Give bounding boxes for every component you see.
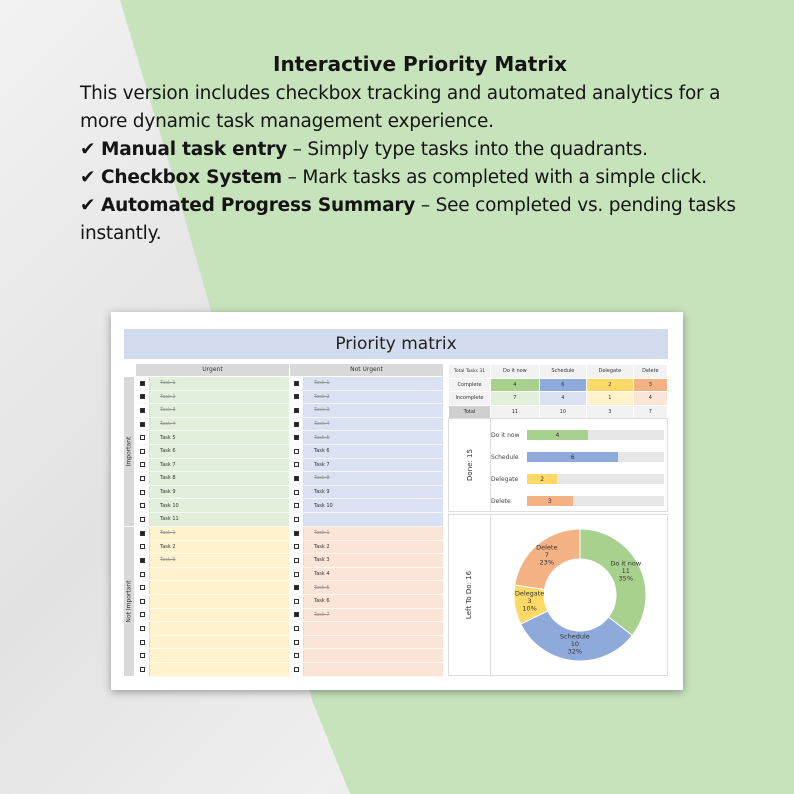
checkbox-cell xyxy=(136,636,150,649)
task-row xyxy=(136,445,289,459)
task-row xyxy=(290,472,443,486)
task-checkbox[interactable] xyxy=(140,640,145,645)
task-row xyxy=(136,595,289,609)
task-row xyxy=(136,459,289,473)
task-checkbox[interactable] xyxy=(140,408,145,413)
task-input[interactable]: Task 7 xyxy=(160,461,176,468)
task-input[interactable]: Task 10 xyxy=(160,502,179,509)
row-header-important: Important xyxy=(124,377,134,526)
checkbox-cell xyxy=(136,527,150,540)
feature-desc: – Simply type tasks into the quadrants. xyxy=(286,139,648,160)
task-row xyxy=(290,636,443,650)
task-input[interactable]: Task 3 xyxy=(160,407,176,414)
checkbox-cell xyxy=(290,595,304,608)
task-checkbox[interactable] xyxy=(140,599,145,604)
task-row xyxy=(290,663,443,677)
stats-cell: 7 xyxy=(491,392,540,406)
task-row xyxy=(136,568,289,582)
quadrant-schedule xyxy=(290,377,443,527)
task-row xyxy=(136,636,289,650)
checkbox-cell xyxy=(136,595,150,608)
checkbox-cell xyxy=(136,418,150,431)
done-bar-row xyxy=(491,474,664,484)
checkbox-cell xyxy=(290,554,304,567)
task-input[interactable]: Task 3 xyxy=(314,407,330,414)
hero-title: Interactive Priority Matrix xyxy=(273,52,567,76)
done-bar-row xyxy=(491,452,664,462)
task-row xyxy=(290,581,443,595)
checkbox-cell xyxy=(290,445,304,458)
checkbox-cell xyxy=(290,527,304,540)
checkbox-cell xyxy=(136,445,150,458)
donut-label-name: Delete xyxy=(536,543,558,552)
task-checkbox[interactable] xyxy=(140,612,145,617)
task-row xyxy=(290,431,443,445)
checkbox-cell xyxy=(290,609,304,622)
task-checkbox[interactable] xyxy=(140,490,145,495)
task-row xyxy=(290,622,443,636)
stats-cell: 4 xyxy=(491,378,540,392)
stats-col-header: Delete xyxy=(633,365,667,379)
feature-name: Checkbox System xyxy=(101,167,282,188)
task-input[interactable]: Task 4 xyxy=(314,571,330,578)
check-icon: ✔ xyxy=(80,139,96,160)
checkbox-cell xyxy=(290,622,304,635)
checkbox-cell xyxy=(136,663,150,676)
checkbox-cell xyxy=(290,472,304,485)
task-checkbox[interactable] xyxy=(294,381,299,386)
checkbox-cell xyxy=(290,418,304,431)
bar-fill: 4 xyxy=(527,430,588,440)
task-input[interactable]: Task 6 xyxy=(314,448,330,455)
task-input[interactable]: Task 1 xyxy=(160,380,176,387)
checkbox-cell xyxy=(136,649,150,662)
task-row xyxy=(290,391,443,405)
task-checkbox[interactable] xyxy=(140,381,145,386)
task-checkbox[interactable] xyxy=(294,599,299,604)
hero-intro: This version includes checkbox tracking and automated analytics for a more dynamic task management experience. xyxy=(80,83,721,132)
task-row xyxy=(290,513,443,527)
task-checkbox[interactable] xyxy=(140,653,145,658)
donut-label-pct: 35% xyxy=(618,574,634,583)
donut-label-name: Do it now xyxy=(610,559,642,568)
stats-cell: 10 xyxy=(539,405,586,419)
task-row xyxy=(136,581,289,595)
hero-text xyxy=(80,52,760,248)
feature-checkbox xyxy=(80,164,760,192)
checkbox-cell xyxy=(290,568,304,581)
checkbox-cell xyxy=(136,499,150,512)
checkbox-cell xyxy=(290,431,304,444)
task-checkbox[interactable] xyxy=(140,544,145,549)
checkbox-cell xyxy=(136,541,150,554)
left-todo-label: Left To Do: 16 xyxy=(449,515,491,675)
donut-label-value: 7 xyxy=(544,550,549,559)
task-checkbox[interactable] xyxy=(294,585,299,590)
stats-cell: 4 xyxy=(539,392,586,406)
bar-track xyxy=(527,430,664,440)
task-checkbox[interactable] xyxy=(140,626,145,631)
task-row xyxy=(136,663,289,677)
checkbox-cell xyxy=(290,459,304,472)
task-row xyxy=(136,418,289,432)
task-input[interactable]: Task 5 xyxy=(314,584,330,591)
task-checkbox[interactable] xyxy=(294,408,299,413)
quadrant-do-it-now xyxy=(136,377,289,527)
checkbox-cell xyxy=(136,472,150,485)
stats-row-label: Total xyxy=(449,405,491,419)
task-row xyxy=(136,499,289,513)
checkbox-cell xyxy=(290,391,304,404)
donut-label-pct: 10% xyxy=(522,604,537,613)
donut-slice xyxy=(580,529,646,635)
stats-cell: 4 xyxy=(633,392,667,406)
stats-col-header: Schedule xyxy=(539,365,586,379)
stats-cell: 6 xyxy=(539,378,586,392)
task-row xyxy=(290,568,443,582)
checkbox-cell xyxy=(136,486,150,499)
task-input[interactable]: Task 3 xyxy=(314,557,330,564)
stats-cell: 1 xyxy=(587,392,634,406)
checkbox-cell xyxy=(290,649,304,662)
feature-progress xyxy=(80,192,760,248)
task-input[interactable]: Task 3 xyxy=(160,557,176,564)
task-input[interactable]: Task 1 xyxy=(160,530,176,537)
donut-label-pct: 32% xyxy=(567,647,583,656)
task-row xyxy=(290,527,443,541)
task-row xyxy=(290,541,443,555)
task-checkbox[interactable] xyxy=(294,640,299,645)
task-input[interactable]: Task 8 xyxy=(314,475,330,482)
task-input[interactable]: Task 6 xyxy=(160,448,176,455)
task-checkbox[interactable] xyxy=(294,531,299,536)
task-checkbox[interactable] xyxy=(294,558,299,563)
checkbox-cell xyxy=(136,391,150,404)
task-row xyxy=(136,486,289,500)
donut-label-value: 10 xyxy=(570,640,579,649)
donut-label-value: 3 xyxy=(527,597,532,606)
stats-col-header: Delegate xyxy=(587,365,634,379)
task-checkbox[interactable] xyxy=(294,462,299,467)
checkbox-cell xyxy=(290,541,304,554)
checkbox-cell xyxy=(290,499,304,512)
stats-corner: Total Tasks 31 xyxy=(449,365,491,379)
checkbox-cell xyxy=(290,581,304,594)
task-checkbox[interactable] xyxy=(140,476,145,481)
task-row xyxy=(136,513,289,527)
task-checkbox[interactable] xyxy=(140,449,145,454)
task-checkbox[interactable] xyxy=(140,572,145,577)
task-input[interactable]: Task 2 xyxy=(160,393,176,400)
bar-label: Delete xyxy=(491,497,511,505)
task-input[interactable]: Task 9 xyxy=(314,489,330,496)
done-label: Done: 15 xyxy=(449,419,491,511)
checkbox-cell xyxy=(136,554,150,567)
done-bar-row xyxy=(491,430,664,440)
column-header-not-urgent: Not Urgent xyxy=(290,364,443,376)
task-checkbox[interactable] xyxy=(140,422,145,427)
task-input[interactable]: Task 6 xyxy=(314,598,330,605)
task-input[interactable]: Task 1 xyxy=(314,380,330,387)
task-row xyxy=(136,404,289,418)
checkbox-cell xyxy=(136,377,150,390)
stats-table xyxy=(448,364,668,419)
task-input[interactable]: Task 8 xyxy=(160,475,176,482)
task-row xyxy=(290,486,443,500)
checkbox-cell xyxy=(290,663,304,676)
task-input[interactable]: Task 4 xyxy=(314,421,330,428)
task-checkbox[interactable] xyxy=(294,422,299,427)
checkbox-cell xyxy=(136,622,150,635)
task-row xyxy=(290,377,443,391)
task-checkbox[interactable] xyxy=(294,612,299,617)
feature-desc: – Mark tasks as completed with a simple click. xyxy=(281,167,707,188)
task-row xyxy=(136,472,289,486)
bar-label: Do it now xyxy=(491,431,520,439)
checkbox-cell xyxy=(136,404,150,417)
task-row xyxy=(136,649,289,663)
stats-cell: 11 xyxy=(491,405,540,419)
task-checkbox[interactable] xyxy=(140,394,145,399)
feature-desc: – See completed vs. pending tasks instantly. xyxy=(80,195,736,244)
quadrant-delete xyxy=(290,527,443,677)
stats-cell: 7 xyxy=(633,405,667,419)
task-checkbox[interactable] xyxy=(294,476,299,481)
feature-manual xyxy=(80,136,760,164)
left-todo-donut-chart xyxy=(492,515,668,675)
task-input[interactable]: Task 2 xyxy=(160,543,176,550)
check-icon: ✔ xyxy=(80,195,96,216)
task-row xyxy=(136,622,289,636)
task-row xyxy=(290,404,443,418)
row-header-not-important: Not Important xyxy=(124,527,134,676)
task-row xyxy=(136,431,289,445)
task-row xyxy=(290,554,443,568)
task-row xyxy=(290,609,443,623)
donut-label-name: Schedule xyxy=(559,632,590,641)
task-input[interactable]: Task 2 xyxy=(314,393,330,400)
task-input[interactable]: Task 1 xyxy=(314,530,330,537)
bar-label: Schedule xyxy=(491,453,519,461)
feature-name: Automated Progress Summary xyxy=(101,195,416,216)
left-todo-panel xyxy=(448,514,668,676)
task-checkbox[interactable] xyxy=(140,462,145,467)
task-input[interactable]: Task 7 xyxy=(314,611,330,618)
task-input[interactable]: Task 2 xyxy=(314,543,330,550)
task-row xyxy=(136,377,289,391)
task-input[interactable]: Task 11 xyxy=(160,516,179,523)
task-checkbox[interactable] xyxy=(294,544,299,549)
task-checkbox[interactable] xyxy=(294,572,299,577)
task-checkbox[interactable] xyxy=(140,585,145,590)
task-checkbox[interactable] xyxy=(140,517,145,522)
checkbox-cell xyxy=(136,431,150,444)
checkbox-cell xyxy=(136,459,150,472)
bar-fill: 3 xyxy=(527,496,573,506)
task-checkbox[interactable] xyxy=(140,531,145,536)
task-checkbox[interactable] xyxy=(294,626,299,631)
quadrant-delegate xyxy=(136,527,289,677)
task-input[interactable]: Task 10 xyxy=(314,502,333,509)
task-row xyxy=(290,445,443,459)
task-checkbox[interactable] xyxy=(294,517,299,522)
bar-track xyxy=(527,496,664,506)
task-row xyxy=(136,554,289,568)
check-icon: ✔ xyxy=(80,167,96,188)
task-input[interactable]: Task 5 xyxy=(314,434,330,441)
task-input[interactable]: Task 4 xyxy=(160,421,176,428)
task-row xyxy=(290,418,443,432)
task-checkbox[interactable] xyxy=(140,435,145,440)
task-checkbox[interactable] xyxy=(294,435,299,440)
task-input[interactable]: Task 5 xyxy=(160,434,176,441)
task-row xyxy=(136,609,289,623)
done-bar-row xyxy=(491,496,664,506)
checkbox-cell xyxy=(290,486,304,499)
task-row xyxy=(290,595,443,609)
donut-label-value: 11 xyxy=(621,567,630,576)
task-checkbox[interactable] xyxy=(140,558,145,563)
stats-row-label: Incomplete xyxy=(449,392,491,406)
task-row xyxy=(290,499,443,513)
checkbox-cell xyxy=(290,377,304,390)
bar-fill: 6 xyxy=(527,452,618,462)
task-checkbox[interactable] xyxy=(140,667,145,672)
stats-col-header: Do it now xyxy=(491,365,540,379)
task-row xyxy=(290,649,443,663)
done-panel xyxy=(448,418,668,512)
bar-label: Delegate xyxy=(491,475,519,483)
donut-label-pct: 23% xyxy=(539,558,555,567)
donut-label-name: Delegate xyxy=(514,589,545,598)
checkbox-cell xyxy=(290,636,304,649)
checkbox-cell xyxy=(136,609,150,622)
checkbox-cell xyxy=(136,568,150,581)
checkbox-cell xyxy=(136,581,150,594)
task-checkbox[interactable] xyxy=(294,653,299,658)
checkbox-cell xyxy=(136,513,150,526)
task-checkbox[interactable] xyxy=(294,503,299,508)
priority-matrix-sheet xyxy=(111,312,683,690)
task-input[interactable]: Task 9 xyxy=(160,489,176,496)
task-input[interactable]: Task 7 xyxy=(314,461,330,468)
column-header-urgent: Urgent xyxy=(136,364,289,376)
task-checkbox[interactable] xyxy=(294,667,299,672)
task-checkbox[interactable] xyxy=(294,394,299,399)
task-row xyxy=(290,459,443,473)
checkbox-cell xyxy=(290,404,304,417)
stats-cell: 3 xyxy=(633,378,667,392)
task-checkbox[interactable] xyxy=(294,490,299,495)
bar-fill: 2 xyxy=(527,474,557,484)
task-row xyxy=(136,527,289,541)
task-checkbox[interactable] xyxy=(140,503,145,508)
task-checkbox[interactable] xyxy=(294,449,299,454)
task-row xyxy=(136,391,289,405)
bar-track xyxy=(527,452,664,462)
sheet-title: Priority matrix xyxy=(124,329,668,359)
feature-name: Manual task entry xyxy=(101,139,287,160)
task-row xyxy=(136,541,289,555)
stats-cell: 3 xyxy=(587,405,634,419)
stats-cell: 2 xyxy=(587,378,634,392)
checkbox-cell xyxy=(290,513,304,526)
bar-track xyxy=(527,474,664,484)
stats-row-label: Complete xyxy=(449,378,491,392)
